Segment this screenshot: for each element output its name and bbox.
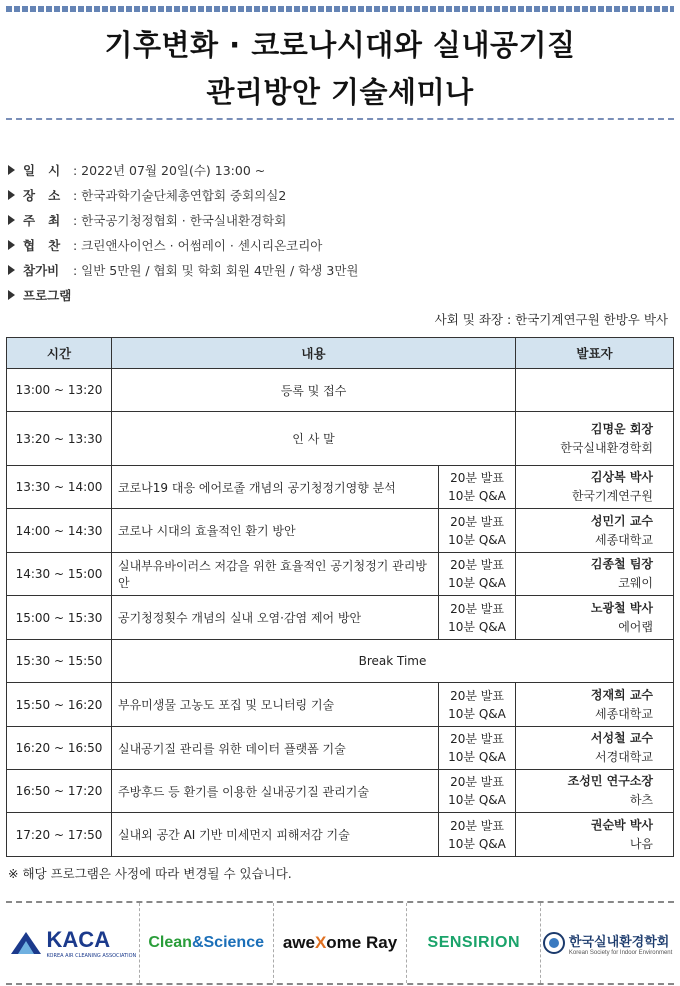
triangle-icon [8,240,15,250]
table-header [7,338,674,369]
table-row: 16:20 ~ 16:50 실내공기질 관리를 위한 데이터 플랫폼 기술 20분 발표 10분 Q&A 서성철 교수 서경대학교 [7,727,674,770]
moderator: 사회 및 좌장 : 한국기계연구원 한방우 박사 [434,312,668,327]
program-table [6,337,674,857]
triangle-icon [8,290,15,300]
kis-logo: 한국실내환경학회 Korean Society for Indoor Environment [541,903,674,983]
table-row: 15:30 ~ 15:50 Break Time [7,640,674,683]
info-program: 프로그램 [8,286,71,304]
title-line-2: 관리방안 기술세미나 [206,75,474,109]
header-time: 시간 [7,338,112,369]
sponsor-logos [6,901,674,985]
table-row: 14:00 ~ 14:30 코로나 시대의 효율적인 환기 방안 20분 발표 10분 Q&A 성민기 교수 세종대학교 [7,509,674,553]
info-place: 장 소 : 한국과학기술단체총연합회 중회의실2 [8,186,286,204]
title-line-1: 기후변화 · 코로나시대와 실내공기질 [104,28,576,62]
top-dotted-bar [6,6,674,12]
footnote: ※ 해당 프로그램은 사정에 따라 변경될 수 있습니다. [8,866,292,881]
kaca-mark-icon [9,930,43,956]
triangle-icon [8,265,15,275]
header-content: 내용 [112,338,516,369]
table-row: 15:50 ~ 16:20 부유미생물 고농도 포집 및 모니터링 기술 20분 발표 10분 Q&A 정재희 교수 세종대학교 [7,683,674,727]
table-row: 13:00 ~ 13:20 등록 및 접수 [7,369,674,412]
info-sponsor: 협 찬 : 크린앤사이언스 · 어썸레이 · 센시리온코리아 [8,236,322,254]
title-separator [6,118,674,120]
table-row: 15:00 ~ 15:30 공기청정횟수 개념의 실내 오염·감염 제어 방안 20분 발표 10분 Q&A 노광철 박사 에어랩 [7,596,674,640]
table-row: 16:50 ~ 17:20 주방후드 등 환기를 이용한 실내공기질 관리기술 20분 발표 10분 Q&A 조성민 연구소장 하츠 [7,770,674,813]
triangle-icon [8,165,15,175]
triangle-icon [8,190,15,200]
table-row: 14:30 ~ 15:00 실내부유바이러스 저감을 위한 효율적인 공기청정기 관리방안 20분 발표 10분 Q&A 김종철 팀장 코웨이 [7,553,674,596]
kis-emblem-icon [543,932,565,954]
awexome-ray-logo: aweXome Ray [274,903,408,983]
clean-science-logo: Clean&Science [140,903,274,983]
triangle-icon [8,215,15,225]
info-date: 일 시 : 2022년 07월 20일(수) 13:00 ~ [8,161,265,179]
kaca-logo: KACA KOREA AIR CLEANING ASSOCIATION [6,903,140,983]
table-row: 13:20 ~ 13:30 인 사 말 김명운 회장 한국실내환경학회 [7,412,674,466]
info-fee: 참가비 : 일반 5만원 / 협회 및 학회 회원 4만원 / 학생 3만원 [8,261,358,279]
table-row: 13:30 ~ 14:00 코로나19 대응 에어로졸 개념의 공기청정기영향 분석 20분 발표 10분 Q&A 김상복 박사 한국기계연구원 [7,466,674,509]
sensirion-logo: SENSIRION [407,903,541,983]
info-host: 주 최 : 한국공기청정협회 · 한국실내환경학회 [8,211,286,229]
table-row: 17:20 ~ 17:50 실내외 공간 AI 기반 미세먼지 피해저감 기술 20분 발표 10분 Q&A 권순박 박사 나음 [7,813,674,857]
header-presenter: 발표자 [516,338,674,369]
